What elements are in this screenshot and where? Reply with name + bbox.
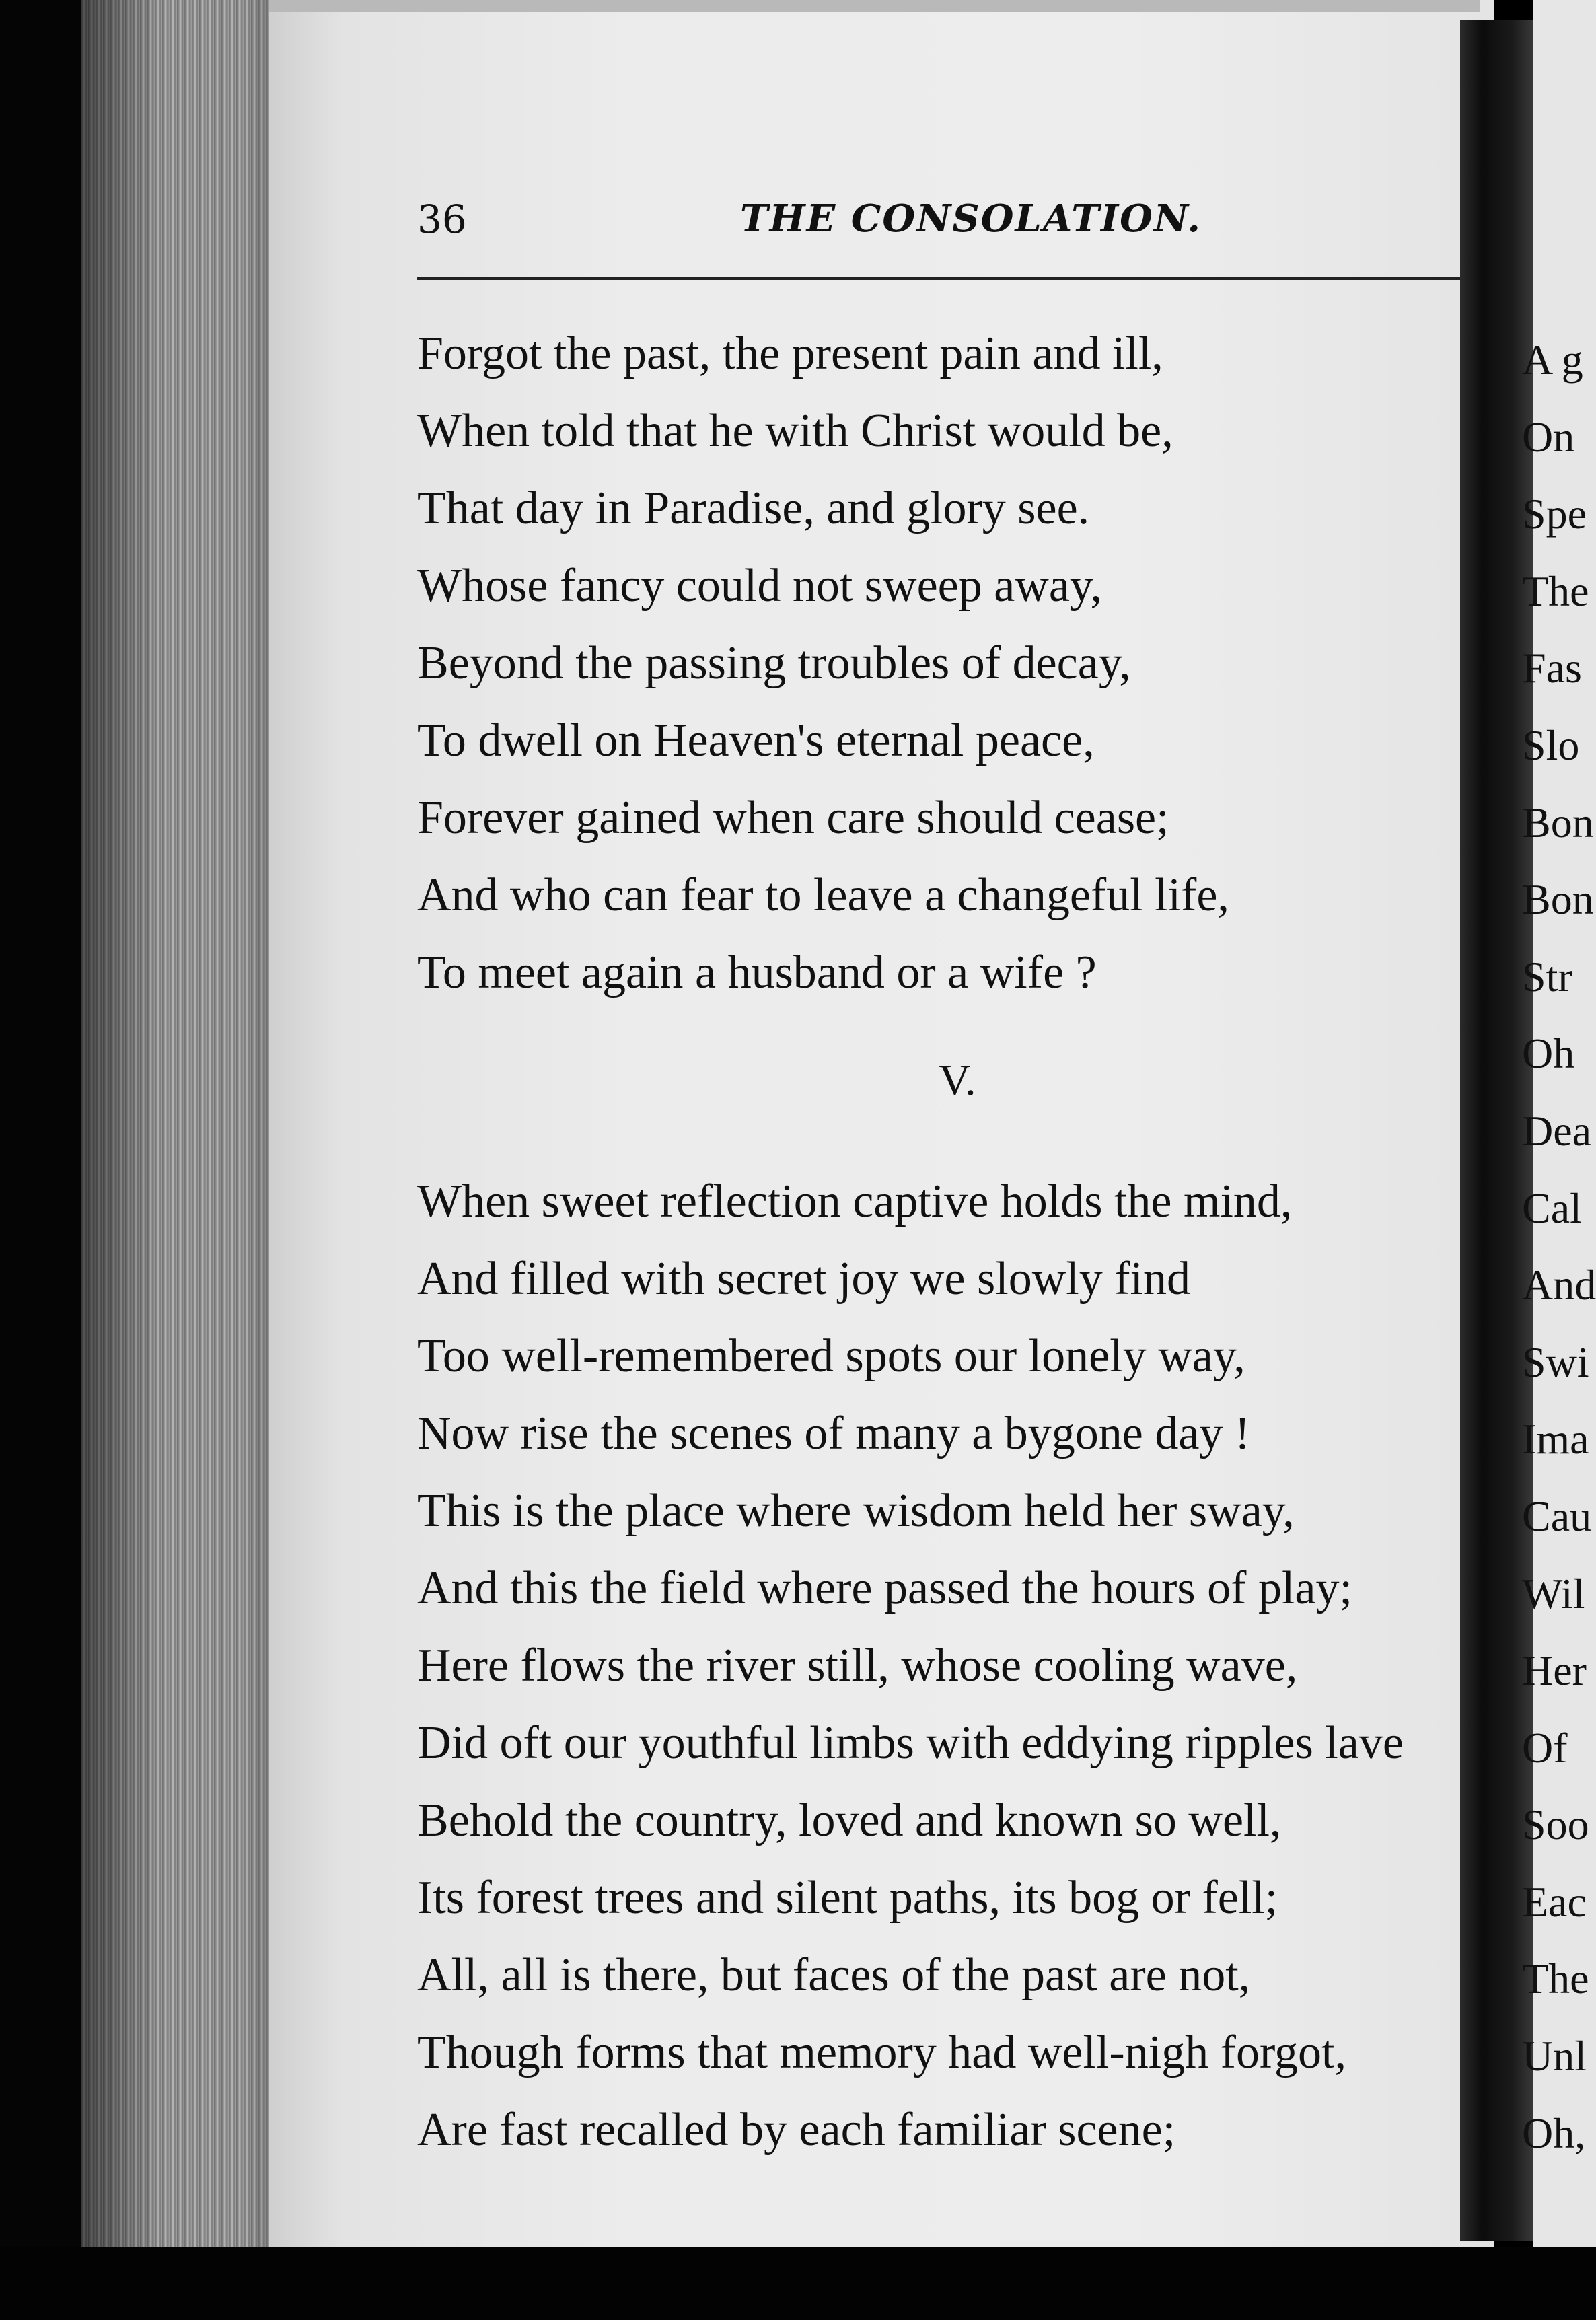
fragment-line: Ima (1522, 1415, 1589, 1463)
poem-line: This is the place where wisdom held her sway, (417, 1485, 1295, 1537)
poem-line: Forever gained when care should cease; (417, 792, 1169, 844)
poem-line: To dwell on Heaven's eternal peace, (417, 715, 1095, 766)
section-heading: V. (939, 1056, 976, 1105)
fragment-line: On (1522, 412, 1575, 461)
poem-line: When sweet reflection captive holds the mind, (417, 1175, 1293, 1227)
fragment-line: The (1522, 567, 1589, 615)
poem-line: Too well-remembered spots our lonely way, (417, 1330, 1245, 1382)
fragment-line: Oh, (1522, 2109, 1586, 2157)
fragment-line: Dea (1522, 1106, 1592, 1155)
poem-line: Though forms that memory had well-nigh forgot, (417, 2027, 1346, 2078)
stanza-2 (417, 1163, 1404, 2169)
page-number: 36 (417, 196, 467, 242)
fragment-line: And (1522, 1261, 1596, 1309)
poem-line: Forgot the past, the present pain and ill, (417, 328, 1163, 379)
stanza-1 (417, 315, 1229, 1011)
poem-line: Its forest trees and silent paths, its bog or fell; (417, 1872, 1278, 1924)
poem-line: And who can fear to leave a changeful life, (417, 869, 1229, 921)
running-title: THE CONSOLATION. (740, 196, 1202, 241)
header-rule (417, 277, 1480, 280)
poem-line: Did oft our youthful limbs with eddying ripples lave (417, 1717, 1404, 1769)
scan-border-left (0, 0, 87, 2320)
facing-page-fragments (1522, 322, 1596, 2172)
fragment-line: Unl (1522, 2032, 1587, 2080)
fragment-line: Oh (1522, 1029, 1575, 1078)
fragment-line: Slo (1522, 721, 1580, 769)
fragment-line: Eac (1522, 1877, 1587, 1926)
poem-line: That day in Paradise, and glory see. (417, 482, 1090, 534)
poem-line: Here flows the river still, whose cooling wave, (417, 1640, 1298, 1692)
fragment-line: Bon (1522, 798, 1594, 846)
page-top-edge (269, 0, 1480, 12)
fragment-line: Spe (1522, 490, 1587, 538)
poem-line: Beyond the passing troubles of decay, (417, 637, 1131, 689)
poem-line: And filled with secret joy we slowly find (417, 1253, 1190, 1305)
fragment-line: Cal (1522, 1184, 1582, 1232)
fragment-line: Wil (1522, 1569, 1585, 1618)
poem-line: Whose fancy could not sweep away, (417, 560, 1102, 612)
poem-line: To meet again a husband or a wife ? (417, 947, 1097, 999)
page-edges (81, 0, 283, 2320)
poem-line: All, all is there, but faces of the past are not, (417, 1949, 1251, 2001)
fragment-line: Str (1522, 952, 1572, 1001)
poem-line: Behold the country, loved and known so well, (417, 1795, 1282, 1846)
fragment-line: Her (1522, 1646, 1587, 1695)
poem-line: Are fast recalled by each familiar scene; (417, 2104, 1176, 2156)
fragment-line: Swi (1522, 1338, 1589, 1386)
fragment-line: Of (1522, 1723, 1568, 1772)
fragment-line: Fas (1522, 644, 1582, 692)
poem-line: And this the field where passed the hours of play; (417, 1562, 1352, 1614)
poem-line: When told that he with Christ would be, (417, 405, 1173, 457)
poem-line: Now rise the scenes of many a bygone day ! (417, 1408, 1251, 1459)
fragment-line: Bon (1522, 875, 1594, 924)
fragment-line: The (1522, 1955, 1589, 2003)
fragment-line: A g (1522, 336, 1583, 384)
fragment-line: Soo (1522, 1801, 1589, 1849)
fragment-line: Cau (1522, 1492, 1592, 1540)
scan-border-bottom (0, 2247, 1596, 2320)
